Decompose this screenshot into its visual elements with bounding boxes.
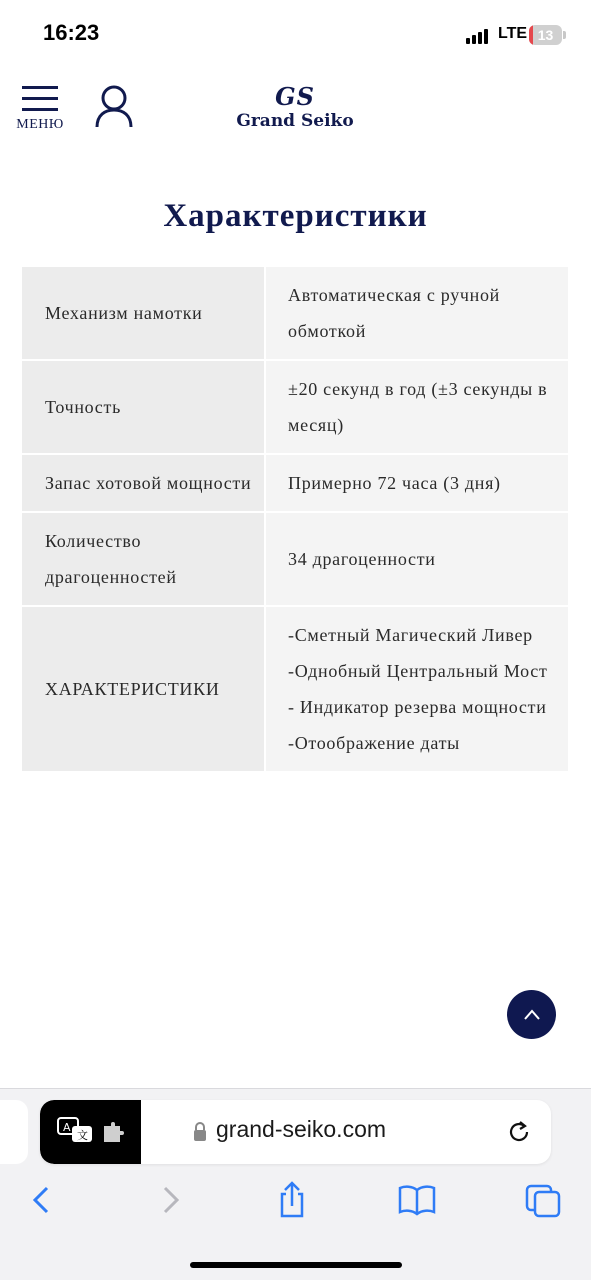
status-bar <box>0 0 591 70</box>
spec-value-line: -Сметный Магический Ливер <box>288 625 533 645</box>
menu-button[interactable] <box>16 84 66 134</box>
spec-value-line: -Отоображение даты <box>288 733 460 753</box>
spec-value-line: Автоматическая с ручной обмоткой <box>288 285 501 341</box>
spec-value-line: Примерно 72 часа (3 дня) <box>288 473 501 493</box>
menu-label: МЕНЮ <box>16 117 64 132</box>
battery-icon <box>529 25 562 45</box>
user-icon <box>93 84 135 130</box>
back-to-top-button[interactable] <box>507 990 556 1039</box>
share-icon[interactable] <box>272 1180 312 1220</box>
bookmarks-icon[interactable] <box>397 1180 437 1220</box>
grand-seiko-logo[interactable] <box>230 84 360 136</box>
chevron-up-icon <box>522 1008 542 1022</box>
table-row <box>22 267 568 360</box>
spec-label: Количество драгоценностей <box>22 512 265 606</box>
spec-label: ХАРАКТЕРИСТИКИ <box>22 606 265 771</box>
home-indicator <box>190 1262 402 1268</box>
spec-value-line: 34 драгоценности <box>288 549 436 569</box>
cellular-signal-icon <box>466 28 490 44</box>
status-time: 16:23 <box>43 20 100 45</box>
previous-tab-preview[interactable] <box>0 1100 28 1164</box>
table-row <box>22 360 568 454</box>
translate-icon[interactable] <box>56 1116 96 1148</box>
table-row <box>22 512 568 606</box>
spec-value <box>265 606 568 771</box>
account-button[interactable] <box>93 84 135 130</box>
puzzle-icon[interactable] <box>102 1122 126 1144</box>
network-type: LTE <box>498 25 528 42</box>
spec-value-line: - Индикатор резерва мощности <box>288 697 547 717</box>
forward-icon[interactable] <box>150 1180 190 1220</box>
logo-text: Grand Seiko <box>236 111 354 131</box>
lock-icon <box>193 1122 207 1142</box>
url-text[interactable]: grand-seiko.com <box>216 1116 387 1142</box>
spec-value-line: ±20 секунд в год (±3 секунды в месяц) <box>288 379 548 435</box>
battery-level: 13 <box>537 27 554 43</box>
spec-value <box>265 267 568 360</box>
svg-text:A: A <box>63 1121 71 1134</box>
logo-mark: GS <box>275 82 315 111</box>
page-title: Характеристики <box>163 198 428 234</box>
table-row <box>22 606 568 771</box>
reload-icon[interactable] <box>506 1119 532 1145</box>
tabs-icon[interactable] <box>523 1180 563 1220</box>
spec-label: Запас хотовой мощности <box>22 454 265 512</box>
battery-tip <box>563 31 566 39</box>
back-icon[interactable] <box>22 1180 62 1220</box>
spec-value <box>265 512 568 606</box>
spec-value <box>265 454 568 512</box>
svg-text:文: 文 <box>77 1129 88 1142</box>
specs-table <box>22 267 568 771</box>
table-row <box>22 454 568 512</box>
extensions-area[interactable] <box>40 1100 141 1164</box>
spec-value-line: -Однобный Центральный Мост <box>288 661 548 681</box>
spec-label: Механизм намотки <box>22 267 265 360</box>
spec-label: Точность <box>22 360 265 454</box>
spec-value <box>265 360 568 454</box>
